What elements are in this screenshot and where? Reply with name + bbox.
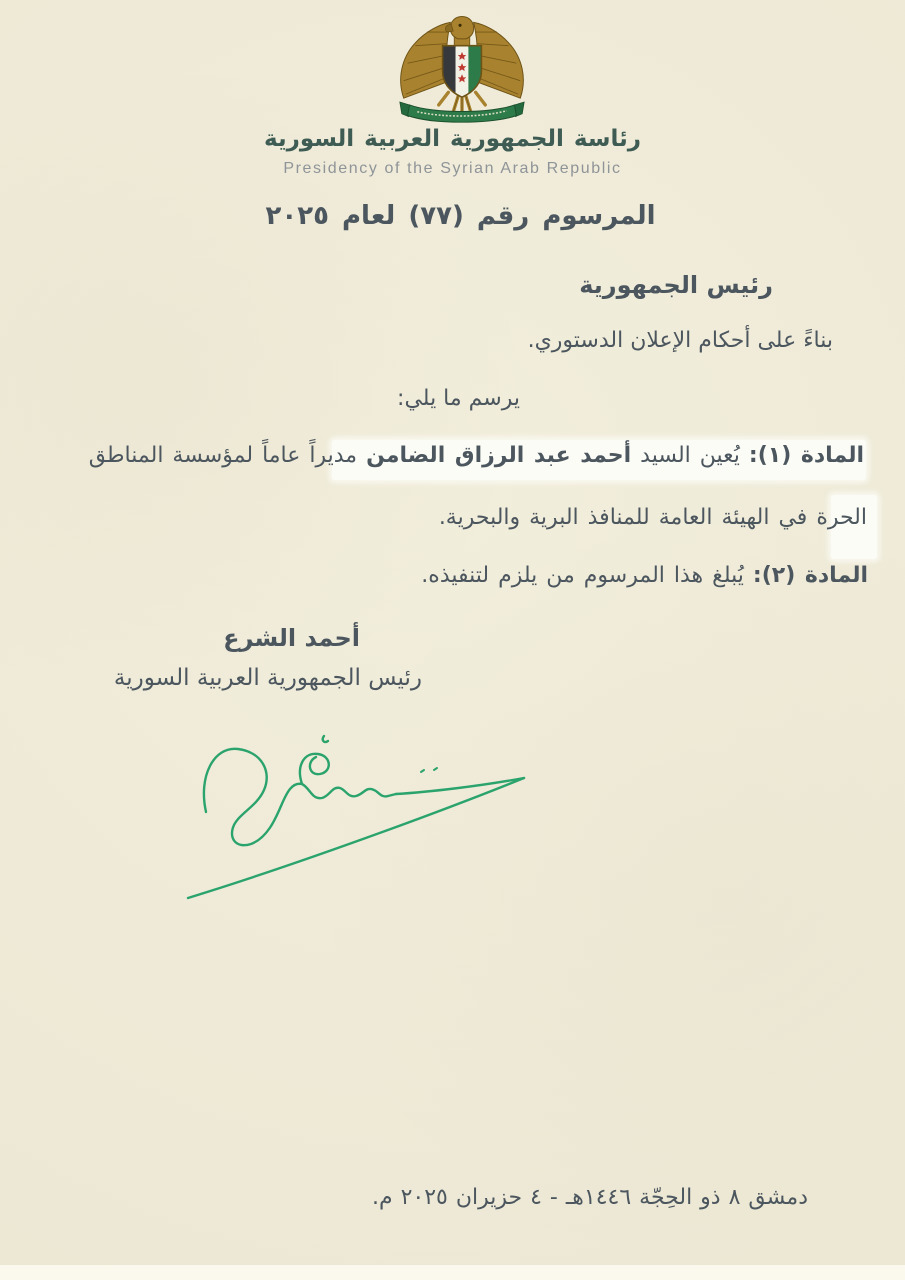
signatory-name: أحمد الشرع (223, 624, 360, 652)
article-1-line-1 (89, 443, 864, 468)
org-name-arabic: رئاسة الجمهورية العربية السورية (264, 126, 641, 152)
preamble-line: بناءً على أحكام الإعلان الدستوري. (527, 328, 833, 353)
handwritten-signature-icon (178, 716, 544, 922)
issuer-line: رئيس الجمهورية (579, 271, 773, 299)
article-2-label: المادة (٢): (752, 563, 868, 588)
article-1-line-2: الحرة في الهيئة العامة للمنافذ البرية والبحرية. (438, 505, 867, 530)
scan-edge-strip (0, 1265, 905, 1280)
signatory-title: رئيس الجمهورية العربية السورية (113, 665, 422, 691)
date-line: دمشق ٨ ذو الحِجّة ١٤٤٦هـ - ٤ حزيران ٢٠٢٥ م. (371, 1185, 808, 1210)
article-1-text-after-name: مديراً عاماً لمؤسسة المناطق (88, 443, 367, 468)
org-name-english: Presidency of the Syrian Arab Republic (283, 160, 622, 177)
article-1-label: المادة (١): (748, 443, 864, 468)
article-1-text-before-name: يُعين السيد (631, 443, 749, 468)
appointee-name: أحمد عبد الرزاق الضامن (366, 443, 632, 468)
syrian-eagle-emblem-icon (394, 12, 530, 126)
enactment-line: يرسم ما يلي: (397, 386, 520, 411)
article-2-line (421, 563, 868, 588)
article-2-text: يُبلغ هذا المرسوم من يلزم لتنفيذه. (421, 563, 753, 588)
decree-title: المرسوم رقم (٧٧) لعام ٢٠٢٥ (265, 201, 656, 231)
